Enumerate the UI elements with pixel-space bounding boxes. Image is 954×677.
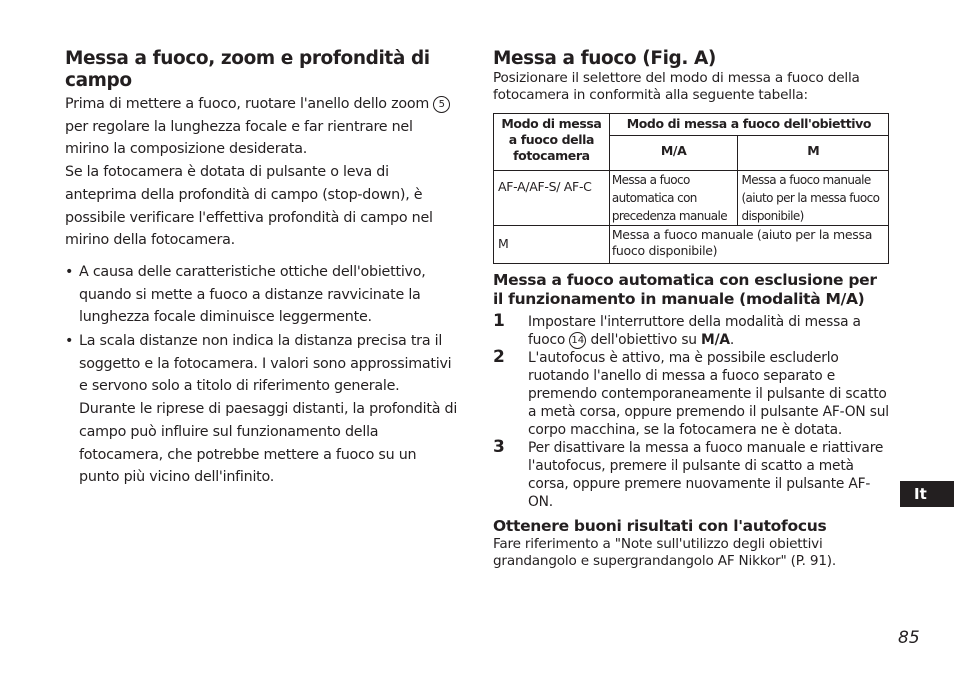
- list-item: 2 L'autofocus è attivo, ma è possibile escluderlo ruotando l'anello di messa a fuoco separato e premendo contemporaneamente il pulsante di scatto a metà corsa, oppure premendo il pulsante AF-ON sul corpo macchina, se la fotocamera ne è dotata.: [493, 347, 889, 438]
- table-cell: M: [494, 226, 610, 264]
- ma-column-header: M/A: [609, 136, 738, 171]
- lens-mode-header: Modo di messa a fuoco dell'obiettivo: [609, 114, 888, 136]
- focus-intro-paragraph: Posizionare il selettore del modo di messa a fuoco della fotocamera in conformità alla seguente tabella:: [493, 70, 860, 103]
- section-heading-focus-fig-a: Messa a fuoco (Fig. A): [493, 48, 716, 69]
- left-column: [65, 48, 460, 490]
- language-tab: It: [900, 481, 954, 507]
- table-cell: AF-A/AF-S/ AF-C: [494, 171, 610, 226]
- camera-mode-header: Modo di messa a fuoco della fotocamera: [494, 114, 610, 171]
- table-cell: Messa a fuoco automatica con precedenza manuale: [609, 171, 738, 226]
- list-item: • A causa delle caratteristiche ottiche dell'obiettivo, quando si mette a fuoco a distanze ravvicinate la lunghezza focale diminuisce leggermente.: [65, 261, 460, 329]
- zoom-ring-callout: 5: [433, 96, 450, 113]
- list-item: 3 Per disattivare la messa a fuoco manuale e riattivare l'autofocus, premere il pulsante di scatto a metà corsa, oppure premere nuovamente il pulsante AF-ON.: [493, 437, 884, 510]
- autofocus-tips-heading: Ottenere buoni risultati con l'autofocus: [493, 517, 827, 535]
- table-cell: Messa a fuoco manuale (aiuto per la messa fuoco disponibile): [609, 226, 888, 264]
- step-number: 2: [493, 347, 505, 367]
- m-column-header: M: [738, 136, 889, 171]
- page-number: 85: [898, 628, 920, 648]
- table-row: [494, 226, 889, 264]
- right-column: [493, 48, 891, 570]
- list-item: • La scala distanze non indica la distanza precisa tra il soggetto e la fotocamera. I valori sono approssimativi e servono solo a titolo di riferimento generale. Durante le riprese di paesaggi distanti, la profondità di campo può influire sul funzionamento della fotocamera, che potrebbe mettere a fuoco su un punto più vicino dell'infinito.: [65, 330, 460, 489]
- section-heading-focus-zoom: Messa a fuoco, zoom e profondità di campo: [65, 48, 430, 91]
- zoom-paragraph: Prima di mettere a fuoco, ruotare l'anello dello zoom 5 per regolare la lunghezza focale e far rientrare nel mirino la composizione desiderata.: [65, 93, 460, 161]
- table-cell: Messa a fuoco manuale (aiuto per la messa fuoco disponibile): [738, 171, 889, 226]
- autofocus-tips-paragraph: Fare riferimento a "Note sull'utilizzo degli obiettivi grandangolo e supergrandangolo AF Nikkor" (P. 91).: [493, 536, 836, 569]
- step-number: 1: [493, 311, 505, 331]
- bullet-icon: •: [65, 333, 74, 350]
- ma-mode-heading: Messa a fuoco automatica con esclusione per il funzionamento in manuale (modalità M/A): [493, 271, 877, 308]
- bullet-icon: •: [65, 263, 74, 280]
- table-row: [494, 171, 889, 226]
- steps-list: [493, 313, 891, 511]
- focus-switch-callout: 14: [569, 332, 586, 349]
- list-item: 1 Impostare l'interruttore della modalità di messa a fuoco 14 dell'obiettivo su M/A.: [493, 311, 861, 348]
- focus-mode-table: [493, 113, 889, 264]
- notes-list: [65, 261, 460, 489]
- step-number: 3: [493, 437, 505, 457]
- table-row: [494, 114, 889, 136]
- depth-of-field-paragraph: Se la fotocamera è dotata di pulsante o leva di anteprima della profondità di campo (stop-down), è possibile verificare l'effettiva profondità di campo nel mirino della fotocamera.: [65, 164, 433, 249]
